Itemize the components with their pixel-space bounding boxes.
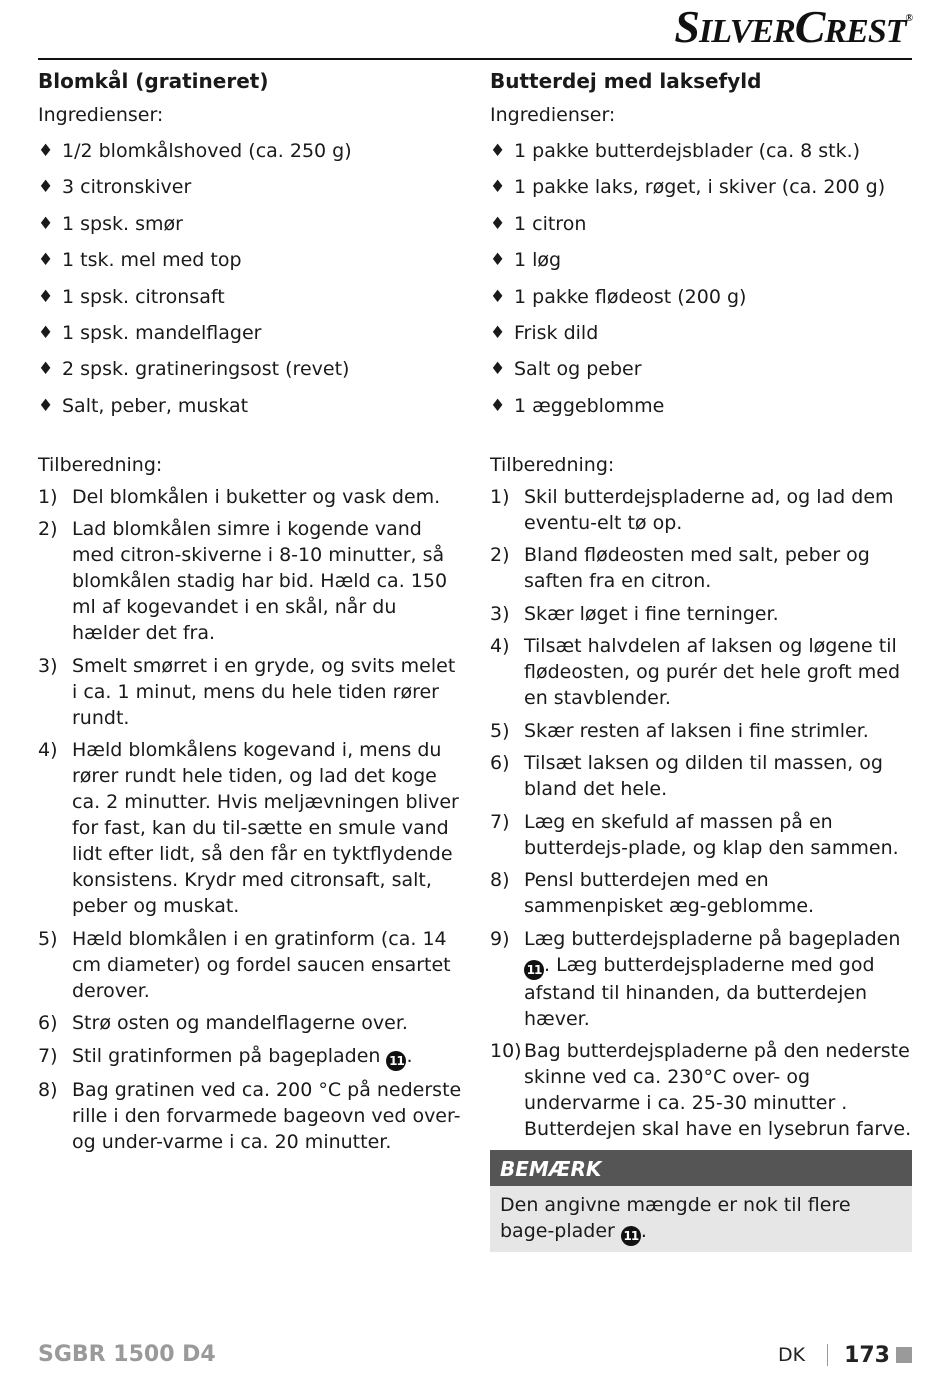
ref-number-icon: 11 <box>386 1051 406 1071</box>
step-text: Stil gratinformen på bagepladen <box>72 1044 381 1067</box>
ingredient-text: 1 æggeblomme <box>514 394 665 417</box>
step-number: 10) <box>490 1040 522 1063</box>
ref-number-icon: 11 <box>621 1226 641 1246</box>
step-text-wrap <box>524 926 912 1032</box>
step-number: 7) <box>38 1044 58 1067</box>
step-item <box>38 516 466 646</box>
ingredient-item <box>38 393 466 419</box>
step-text-wrap <box>524 601 912 627</box>
ingredient-text: 1/2 blomkålshoved (ca. 250 g) <box>62 140 352 162</box>
ingredient-list <box>38 138 466 419</box>
diamond-bullet-icon: ♦ <box>490 213 506 234</box>
step-item <box>38 484 466 510</box>
ingredient-item <box>490 211 912 237</box>
step-number: 8) <box>38 1079 58 1102</box>
step-text-wrap <box>524 718 912 744</box>
ref-number-icon: 11 <box>524 960 544 980</box>
ingredient-text: 1 pakke laks, røget, i skiver (ca. 200 g) <box>514 176 886 199</box>
model-number: SGBR 1500 D4 <box>38 1342 216 1367</box>
ingredients-label: Ingredienser: <box>38 104 164 126</box>
diamond-bullet-icon: ♦ <box>38 213 54 234</box>
step-text-wrap <box>72 1077 466 1155</box>
step-text: Del blomkålen i buketter og vask dem. <box>72 485 441 508</box>
diamond-bullet-icon: ♦ <box>490 177 506 198</box>
ingredient-text: 1 citron <box>514 212 587 235</box>
step-text-wrap <box>524 542 912 594</box>
diamond-bullet-icon: ♦ <box>490 359 506 380</box>
step-text-end: . Læg butterdejspladerne med god afstand til hinanden, da butterdejen hæver. <box>524 953 875 1030</box>
diamond-bullet-icon: ♦ <box>490 395 506 416</box>
step-number: 5) <box>38 927 58 950</box>
step-number: 2) <box>38 518 58 541</box>
ingredient-item <box>38 284 466 310</box>
step-item <box>490 1038 912 1142</box>
ingredient-item <box>490 174 912 200</box>
step-text-wrap <box>72 653 466 731</box>
recipe-title: Butterdej med laksefyld <box>490 69 762 93</box>
ingredient-text: 1 spsk. mandelflager <box>62 321 262 344</box>
preparation-label: Tilberedning: <box>38 453 163 476</box>
ingredient-list <box>490 138 912 419</box>
step-text: Hæld blomkålen i en gratinform (ca. 14 cm diameter) og fordel saucen ensartet derover. <box>72 927 451 1002</box>
step-item <box>490 867 912 919</box>
step-text-wrap <box>524 1038 912 1142</box>
step-text-wrap <box>72 1010 466 1036</box>
page-footer <box>778 1340 912 1370</box>
step-item <box>38 737 466 919</box>
recipe-title: Blomkål (gratineret) <box>38 69 269 93</box>
step-number: 3) <box>38 654 58 677</box>
step-number: 2) <box>490 544 510 567</box>
diamond-bullet-icon: ♦ <box>38 359 54 380</box>
step-number: 5) <box>490 719 510 742</box>
step-number: 7) <box>490 810 510 833</box>
step-number: 1) <box>38 485 58 508</box>
ingredient-item <box>38 138 466 164</box>
diamond-bullet-icon: ♦ <box>490 141 506 161</box>
step-number: 4) <box>38 739 58 762</box>
step-number: 9) <box>490 927 510 950</box>
step-text: Pensl butterdejen med en sammenpisket æg-geblomme. <box>524 869 815 918</box>
step-item <box>38 1010 466 1036</box>
step-item <box>490 750 912 802</box>
diamond-bullet-icon: ♦ <box>38 177 54 198</box>
ingredient-item <box>490 356 912 382</box>
ingredient-item <box>38 211 466 237</box>
ingredient-item <box>38 320 466 346</box>
note-text-end: . <box>640 1220 647 1243</box>
recipe-right <box>490 68 912 1252</box>
note-box <box>490 1150 912 1252</box>
step-text-wrap <box>524 750 912 802</box>
ingredient-text: 1 pakke butterdejsblader (ca. 8 stk.) <box>514 140 861 162</box>
step-text: Bland flødeosten med salt, peber og saften fra en citron. <box>524 544 870 593</box>
ingredient-item <box>38 174 466 200</box>
preparation-label: Tilberedning: <box>490 453 615 476</box>
ingredient-text: 1 pakke flødeost (200 g) <box>514 285 747 308</box>
ingredient-item <box>490 247 912 273</box>
ingredient-item <box>490 138 912 164</box>
step-text: Lad blomkålen simre i kogende vand med citron-skiverne i 8-10 minutter, så blomkålen stadig har bid. Hæld ca. 150 ml af kogevandet i en skål, når du hælder det fra. <box>72 518 448 645</box>
step-text-wrap <box>524 633 912 711</box>
diamond-bullet-icon: ♦ <box>38 141 54 161</box>
square-icon <box>896 1347 912 1363</box>
ingredient-text: Salt og peber <box>514 358 642 381</box>
step-item <box>490 809 912 861</box>
step-text: Hæld blomkålens kogevand i, mens du rører rundt hele tiden, og lad det koge ca. 2 minutter. Hvis meljævningen bliver for fast, kan du til-sætte en smule vand lidt efter lidt, så den får en tyktflydende konsistens. Krydr med citronsaft, salt, peber og muskat. <box>72 739 459 918</box>
ingredient-item <box>38 356 466 382</box>
diamond-bullet-icon: ♦ <box>490 250 506 271</box>
step-list <box>38 484 466 1156</box>
step-number: 6) <box>38 1012 58 1035</box>
ingredient-item <box>490 284 912 310</box>
step-item <box>490 718 912 744</box>
recipe-left <box>38 68 466 1162</box>
ingredient-text: 1 tsk. mel med top <box>62 249 242 272</box>
ingredient-item <box>490 320 912 346</box>
step-number: 8) <box>490 869 510 892</box>
step-text: Skil butterdejspladerne ad, og lad dem eventu-elt tø op. <box>524 485 894 534</box>
step-item <box>490 633 912 711</box>
step-text: Bag butterdejspladerne på den nederste skinne ved ca. 230°C over- og undervarme i ca. 25-30 minutter . Butterdejen skal have en lysebrun farve. <box>524 1040 912 1141</box>
ingredient-text: Salt, peber, muskat <box>62 394 249 417</box>
ingredient-text: 1 spsk. smør <box>62 212 183 235</box>
step-item <box>38 653 466 731</box>
step-text: Læg en skefuld af massen på en butterdejs-plade, og klap den sammen. <box>524 810 899 859</box>
step-number: 6) <box>490 752 510 775</box>
step-text-wrap <box>72 926 466 1004</box>
step-text-wrap <box>72 1043 466 1071</box>
step-text: Tilsæt laksen og dilden til massen, og bland det hele. <box>524 752 883 801</box>
diamond-bullet-icon: ♦ <box>38 322 54 343</box>
diamond-bullet-icon: ♦ <box>38 395 54 416</box>
step-text-wrap <box>72 516 466 646</box>
step-item <box>38 1077 466 1155</box>
ingredient-text: 1 spsk. citronsaft <box>62 285 225 308</box>
step-text: Strø osten og mandelflagerne over. <box>72 1012 408 1035</box>
step-text: Bag gratinen ved ca. 200 °C på nederste rille i den forvarmede bageovn ved over- og under-varme i ca. 20 minutter. <box>72 1079 462 1154</box>
step-number: 1) <box>490 485 510 508</box>
step-text: Tilsæt halvdelen af laksen og løgene til flødeosten, og purér det hele groft med en stavblender. <box>524 635 901 710</box>
footer-divider <box>827 1344 828 1366</box>
step-text-wrap <box>72 737 466 919</box>
step-text-end: . <box>406 1044 413 1067</box>
language-code: DK <box>777 1344 806 1366</box>
ingredient-text: 1 løg <box>514 249 562 272</box>
brand-logo: SILVERCREST® <box>674 1 912 52</box>
ingredients-label: Ingredienser: <box>490 104 616 126</box>
step-number: 3) <box>490 602 510 625</box>
note-text: Den angivne mængde er nok til flere bage-plader <box>500 1194 851 1243</box>
diamond-bullet-icon: ♦ <box>38 250 54 271</box>
page-number: 173 <box>844 1342 890 1368</box>
step-item <box>490 601 912 627</box>
ingredient-text: 3 citronskiver <box>62 176 192 199</box>
note-title: BEMÆRK <box>490 1150 912 1186</box>
step-text: Læg butterdejspladerne på bagepladen <box>524 927 901 950</box>
diamond-bullet-icon: ♦ <box>490 322 506 343</box>
step-list <box>490 484 912 1143</box>
step-item <box>38 1043 466 1071</box>
diamond-bullet-icon: ♦ <box>38 286 54 307</box>
step-item <box>490 484 912 536</box>
ingredient-text: Frisk dild <box>514 321 599 344</box>
ingredient-item <box>38 247 466 273</box>
step-text-wrap <box>524 809 912 861</box>
step-item <box>38 926 466 1004</box>
step-text: Skær resten af laksen i fine strimler. <box>524 719 869 742</box>
step-text: Skær løget i fine terninger. <box>524 602 779 625</box>
step-text-wrap <box>72 484 466 510</box>
step-text-wrap <box>524 484 912 536</box>
diamond-bullet-icon: ♦ <box>490 286 506 307</box>
note-body <box>490 1186 912 1252</box>
ingredient-item <box>490 393 912 419</box>
step-number: 4) <box>490 635 510 658</box>
step-text-wrap <box>524 867 912 919</box>
step-text: Smelt smørret i en gryde, og svits melet i ca. 1 minut, mens du hele tiden rører rundt. <box>72 654 456 729</box>
header-rule <box>38 58 912 60</box>
ingredient-text: 2 spsk. gratineringsost (revet) <box>62 358 350 381</box>
step-item <box>490 542 912 594</box>
step-item <box>490 926 912 1032</box>
